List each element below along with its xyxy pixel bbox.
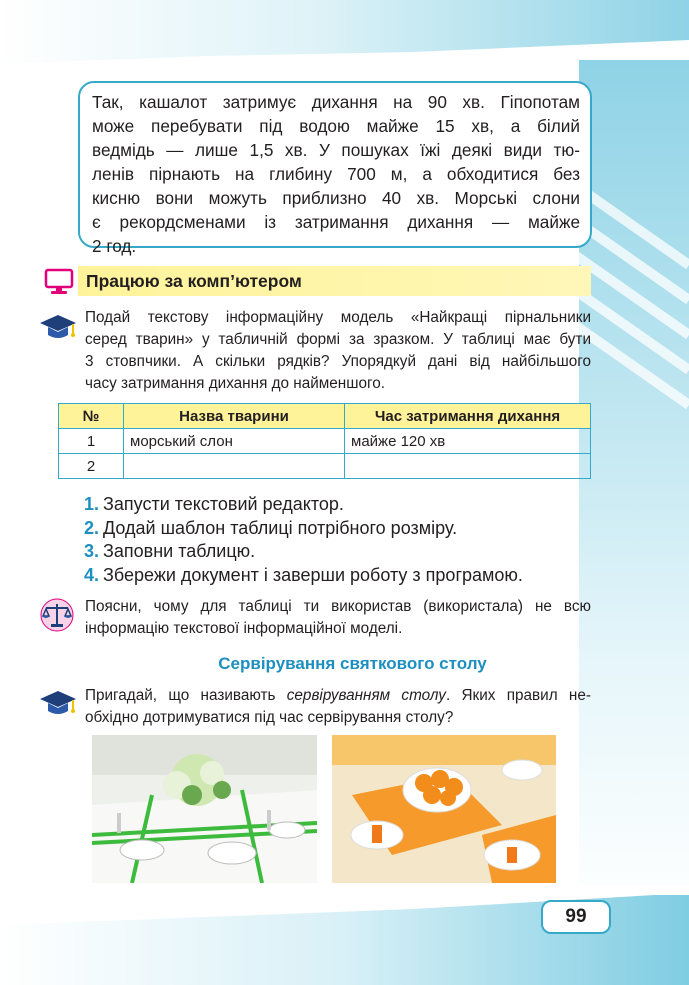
table-row — [59, 454, 591, 479]
task-line: часу затримання дихання до найменшого. — [85, 375, 386, 392]
section-title: Працюю за комп’ютером — [86, 271, 302, 291]
explain-line: інформацію текстової інформаційної моделі. — [85, 620, 403, 637]
table-row — [59, 429, 591, 454]
table-header-cell: Час затримання дихання — [345, 404, 591, 429]
step-number: 3. — [84, 541, 100, 561]
fact-box — [78, 81, 592, 256]
section-header — [40, 266, 591, 296]
task-line: Подай текстову інформаційну модель «Найкращі пірнальники — [85, 309, 591, 326]
table-cell — [124, 454, 345, 479]
table-header-row — [59, 404, 591, 429]
graduation-cap-icon — [38, 688, 78, 718]
table-header-cell: № — [59, 404, 124, 429]
task-paragraph — [85, 307, 591, 395]
table-setting-orange-photo — [332, 735, 556, 883]
step-number: 2. — [84, 517, 100, 538]
fact-line: є рекордсменами із затримання дихання — майже — [92, 212, 580, 232]
question-paragraph — [85, 685, 591, 729]
fact-line: ведмідь — лише 1,5 хв. У пошуках їжі деякі види тю- — [92, 140, 580, 160]
computer-monitor-icon — [44, 268, 74, 296]
task-line: 3 стовпчики. А скільки рядків? Упорядкуй дані від найбільшого — [85, 353, 591, 370]
question-line: обхідно дотримуватися під час сервірування столу? — [85, 709, 454, 726]
question-line — [85, 685, 591, 707]
sample-table — [58, 403, 591, 479]
step-text: Запусти текстовий редактор. — [103, 494, 344, 514]
step-number: 4. — [84, 564, 100, 585]
fact-line: кисню вони можуть приблизно 40 хв. Морські слони — [92, 188, 580, 208]
step-text: Заповни таблицю. — [103, 541, 256, 561]
fact-line: може перебувати під водою майже 15 хв, а білий — [92, 116, 580, 136]
explain-line: Поясни, чому для таблиці ти використав (використала) не всю — [85, 598, 591, 615]
table-cell: майже 120 хв — [345, 429, 591, 454]
list-item — [84, 517, 523, 541]
page-number: 99 — [541, 900, 611, 934]
task-line: серед тварин» у табличній формі за зразком. У таблиці має бути — [85, 331, 591, 348]
list-item — [84, 564, 523, 588]
question-text: Пригадай, що називають — [85, 687, 287, 704]
step-text: Збережи документ і заверши роботу з програмою. — [103, 564, 523, 585]
list-item — [84, 540, 523, 564]
graduation-cap-icon — [38, 312, 78, 342]
table-setting-green-photo — [92, 735, 317, 883]
steps-list — [84, 493, 523, 587]
explain-paragraph — [85, 596, 591, 640]
table-cell: 1 — [59, 429, 124, 454]
step-text: Додай шаблон таблиці потрібного розміру. — [103, 517, 458, 538]
fact-line: 2 год. — [92, 236, 137, 256]
subsection-title: Сервірування святкового столу — [218, 654, 487, 673]
fact-line: Так, кашалот затримує дихання на 90 хв. Гіпопотам — [92, 92, 580, 112]
list-item — [84, 493, 523, 517]
table-cell — [345, 454, 591, 479]
scales-icon — [38, 598, 76, 632]
fact-line: ленів пірнають на глибину 700 м, а обходитися без — [92, 164, 580, 184]
question-text: . Яких правил не- — [445, 687, 591, 704]
step-number: 1. — [84, 494, 100, 514]
table-cell: 2 — [59, 454, 124, 479]
question-term: сервіруванням столу — [286, 687, 446, 704]
table-header-cell: Назва тварини — [124, 404, 345, 429]
table-cell: морський слон — [124, 429, 345, 454]
